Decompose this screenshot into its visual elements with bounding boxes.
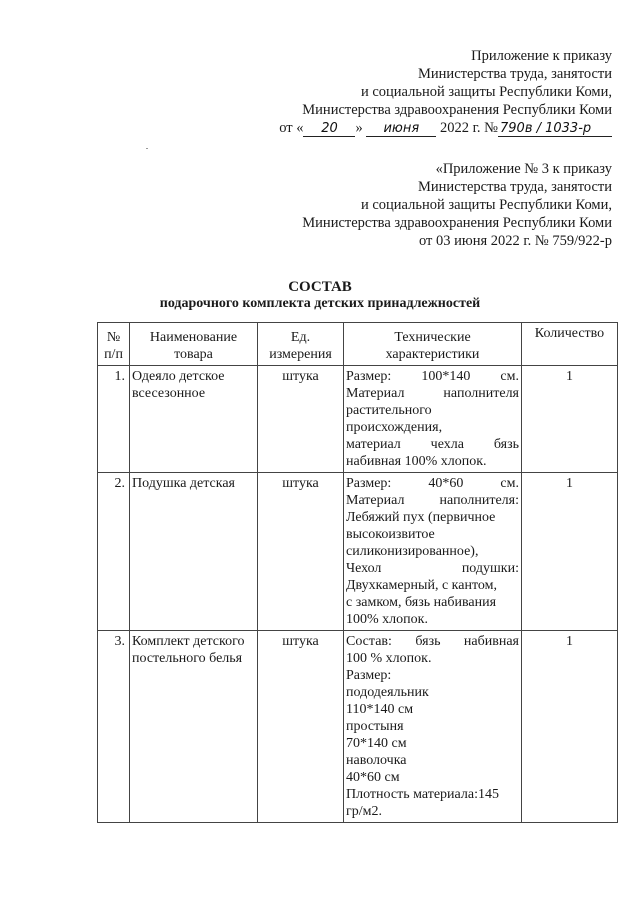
row-unit: штука [258, 631, 344, 823]
row-unit: штука [258, 473, 344, 631]
header-spec: Технические характеристики [344, 323, 522, 366]
spec-line: 70*140 см [346, 736, 407, 751]
row-name: Комплект детского постельного белья [130, 631, 258, 823]
row-num: 1. [98, 366, 130, 473]
handwritten-day: 20 [303, 122, 355, 137]
handwritten-month: июня [366, 122, 436, 137]
kit-composition-table [97, 322, 618, 823]
spec-line: силиконизированное), [346, 544, 479, 559]
appendix-header [279, 47, 612, 137]
document-title: СОСТАВ [288, 279, 352, 295]
row-num: 2. [98, 473, 130, 631]
header-name: Наименование товара [130, 323, 258, 366]
table-row [98, 473, 618, 631]
order-date-line [279, 119, 612, 137]
year-text: 2022 г. № [439, 120, 498, 136]
spec-line: материал чехла бязь [346, 437, 519, 452]
appendix-header-line: Приложение к приказу [471, 48, 612, 64]
header-unit: Ед. измерения [258, 323, 344, 366]
header-num: № п/п [98, 323, 130, 366]
previous-appendix-header [302, 160, 612, 250]
row-spec [344, 366, 522, 473]
row-spec [344, 473, 522, 631]
handwritten-order-number: 790в / 1033-р [498, 122, 612, 137]
document-subtitle: подарочного комплекта детских принадлежностей [159, 296, 481, 311]
spec-line: Размер: 100*140 см. [346, 369, 519, 384]
spec-line: высокоизвитое [346, 527, 435, 542]
spec-line: Лебяжий пух (первичное [346, 510, 496, 525]
spec-line: Материал наполнителя [346, 386, 519, 401]
scan-speck [146, 148, 148, 149]
table-row [98, 631, 618, 823]
spec-line: Двухкамерный, с кантом, [346, 578, 497, 593]
row-qty: 1 [522, 366, 618, 473]
spec-line: набивная 100% хлопок. [346, 454, 487, 469]
spec-line: наволочка [346, 753, 407, 768]
prev-header-line: «Приложение № 3 к приказу [435, 161, 612, 177]
spec-line: пододеяльник [346, 685, 429, 700]
row-unit: штука [258, 366, 344, 473]
row-spec [344, 631, 522, 823]
row-name: Одеяло детское всесезонное [130, 366, 258, 473]
table-row [98, 366, 618, 473]
prev-header-line: от 03 июня 2022 г. № 759/922-р [418, 233, 612, 249]
appendix-header-line: Министерства здравоохранения Республики Коми [302, 102, 612, 118]
row-qty: 1 [522, 473, 618, 631]
spec-line: 110*140 см [346, 702, 414, 717]
row-num: 3. [98, 631, 130, 823]
spec-line: 100 % хлопок. [346, 651, 432, 666]
spec-line: с замком, бязь набивания [346, 595, 497, 610]
date-close: » [355, 120, 363, 136]
spec-line: Размер: [346, 668, 392, 683]
spec-line: происхождения, [346, 420, 443, 435]
spec-line: Материал наполнителя: [346, 493, 519, 508]
spec-line: растительного [346, 403, 432, 418]
spec-line: 100% хлопок. [346, 612, 428, 627]
spec-line: Плотность материала:145 [346, 787, 499, 802]
row-name: Подушка детская [130, 473, 258, 631]
spec-line: Чехол подушки: [346, 561, 519, 576]
table-header-row [98, 323, 618, 366]
header-qty: Количество [522, 323, 618, 366]
appendix-header-line: и социальной защиты Республики Коми, [360, 84, 612, 100]
spec-line: гр/м2. [346, 804, 382, 819]
prev-header-line: Министерства труда, занятости [418, 179, 612, 195]
appendix-header-line: Министерства труда, занятости [418, 66, 612, 82]
prev-header-line: Министерства здравоохранения Республики Коми [302, 215, 612, 231]
spec-line: простыня [346, 719, 404, 734]
date-prefix: от « [279, 120, 304, 136]
row-qty: 1 [522, 631, 618, 823]
spec-line: Состав: бязь набивная [346, 634, 519, 649]
prev-header-line: и социальной защиты Республики Коми, [360, 197, 612, 213]
spec-line: 40*60 см [346, 770, 400, 785]
spec-line: Размер: 40*60 см. [346, 476, 519, 491]
